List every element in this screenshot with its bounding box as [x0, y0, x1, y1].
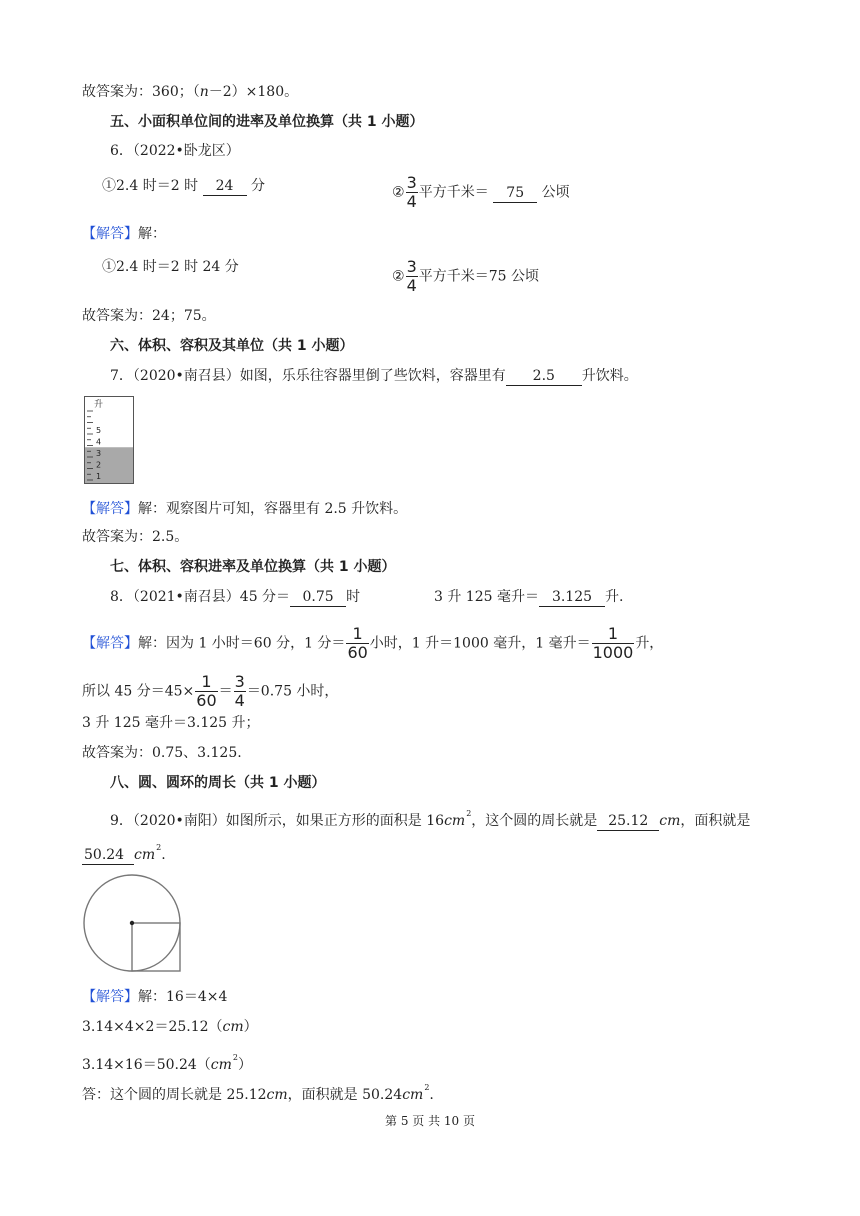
fraction [346, 625, 368, 662]
q9-solution-2 [82, 1017, 258, 1037]
denominator: 4 [406, 276, 417, 295]
superscript: 2 [424, 1083, 430, 1092]
q6-solution-label [82, 224, 166, 244]
solution-tag: 【解答】 [82, 989, 138, 1005]
text: 升， [635, 635, 664, 652]
q8-question-2 [434, 587, 623, 607]
text: 平方千米＝ [418, 184, 489, 201]
q6-solution-1: ①2.4 时＝2 时 24 分 [102, 259, 239, 275]
text: ② [392, 268, 405, 285]
text: ＝0.75 小时， [246, 683, 339, 700]
section-heading-5: 五、小面积单位间的进率及单位换算（共 1 小题） [110, 114, 424, 130]
fraction [195, 673, 217, 710]
q6-part2 [392, 174, 570, 211]
q6-part1 [102, 176, 265, 196]
text: ①2.4 时＝2 时 [102, 178, 199, 194]
unit: cm [210, 1057, 232, 1073]
numerator: 1 [607, 624, 619, 643]
q8-question-1 [110, 587, 360, 607]
text: ，这个圆的周长就是 [471, 813, 598, 829]
answer-blank: 24 [203, 177, 247, 196]
answer-blank: 0.75 [290, 588, 346, 607]
text: ，面积就是 50.24 [287, 1087, 403, 1103]
scale-label: 3 [96, 449, 102, 458]
fraction [234, 673, 246, 710]
unit: cm [134, 847, 156, 863]
text: 解：观察图片可知，容器里有 2.5 升饮料。 [138, 501, 408, 517]
unit: cm [444, 813, 466, 829]
denominator: 1000 [592, 643, 634, 662]
text: 解：因为 1 小时＝60 分，1 分＝ [138, 635, 346, 652]
text: 升饮料。 [581, 368, 638, 384]
text: 公顷 [541, 184, 570, 201]
numerator: 3 [406, 173, 417, 192]
cylinder-unit-label: 升 [94, 400, 104, 410]
unit: cm [266, 1087, 288, 1103]
text: ） [238, 1057, 253, 1073]
q8-solution-3: 3 升 125 毫升＝3.125 升； [82, 715, 260, 731]
text: 升. [604, 589, 624, 605]
q8-solution-1 [82, 625, 663, 662]
answer-blank: 3.125 [539, 588, 605, 607]
q9-solution-1 [82, 987, 227, 1007]
answer-blank: 50.24 [82, 846, 134, 865]
text: ，面积就是 [680, 813, 751, 829]
scale-label: 1 [96, 472, 102, 481]
superscript: 2 [466, 809, 472, 818]
denominator: 4 [406, 192, 417, 211]
q6-header: 6．（2022•卧龙区） [110, 143, 240, 159]
text: 所以 45 分＝45× [82, 683, 195, 700]
numerator: 1 [201, 672, 212, 691]
fraction [406, 258, 418, 295]
text: . [429, 1087, 434, 1103]
q9-answer [82, 1078, 434, 1105]
solution-tag: 【解答】 [82, 501, 138, 517]
text: ＝ [218, 683, 233, 700]
text: 故答案为：360；（ [82, 84, 200, 100]
variable-n: n [199, 84, 209, 100]
q9-question-cont [82, 838, 166, 865]
text: ② [392, 184, 405, 201]
superscript: 2 [232, 1053, 239, 1062]
unit: cm [222, 1019, 244, 1035]
denominator: 60 [347, 643, 368, 662]
unit: cm [659, 813, 681, 829]
q8-final-answer: 故答案为：0.75、3.125. [82, 745, 242, 761]
text: 分 [250, 178, 265, 194]
text: 3 升 125 毫升＝ [434, 589, 539, 605]
q6-final-answer: 故答案为：24；75。 [82, 308, 216, 324]
text: 解： [138, 226, 166, 242]
section-heading-8: 八、圆、圆环的周长（共 1 小题） [110, 775, 326, 791]
answer-blank: 2.5 [506, 367, 582, 386]
q7-final-answer: 故答案为：2.5。 [82, 529, 189, 545]
q6-solution-2 [392, 258, 539, 295]
scale-label: 5 [96, 426, 102, 435]
answer-line-prev [82, 82, 298, 102]
solution-tag: 【解答】 [82, 635, 138, 652]
page-footer: 第 5 页 共 10 页 [385, 1114, 475, 1128]
text: 3.14×16＝50.24（ [82, 1057, 211, 1073]
unit: cm [402, 1087, 424, 1103]
text: －2）×180。 [208, 84, 299, 100]
numerator: 3 [234, 672, 245, 691]
measuring-cylinder-figure [84, 396, 134, 484]
text: 9．（2020•南阳）如图所示，如果正方形的面积是 16 [110, 813, 445, 829]
circle-square-figure [82, 873, 184, 975]
q7-solution [82, 499, 407, 519]
q8-solution-2 [82, 673, 338, 710]
section-heading-7: 七、体积、容积进率及单位换算（共 1 小题） [110, 559, 396, 575]
liquid-fill [85, 447, 133, 483]
text: 时 [346, 589, 361, 605]
fraction [592, 625, 635, 662]
answer-blank: 75 [493, 184, 537, 203]
solution-tag: 【解答】 [82, 226, 138, 242]
superscript: 2 [156, 843, 162, 852]
text: 小时，1 升＝1000 毫升，1 毫升＝ [369, 635, 591, 652]
text: 8．（2021•南召县）45 分＝ [110, 589, 291, 605]
center-point [130, 921, 134, 925]
denominator: 60 [196, 691, 217, 710]
q9-question [110, 804, 750, 831]
numerator: 1 [352, 624, 363, 643]
text: 答：这个圆的周长就是 25.12 [82, 1087, 267, 1103]
section-heading-6: 六、体积、容积及其单位（共 1 小题） [110, 338, 354, 354]
q9-solution-3 [82, 1048, 252, 1075]
text: 平方千米＝75 公顷 [418, 268, 540, 285]
numerator: 3 [406, 257, 417, 276]
denominator: 4 [234, 691, 245, 710]
fraction [406, 174, 418, 211]
scale-label: 4 [96, 437, 102, 447]
text: ） [243, 1019, 258, 1035]
text: 7．（2020•南召县）如图，乐乐往容器里倒了些饮料，容器里有 [110, 368, 506, 384]
text: . [161, 847, 166, 863]
q7-question [110, 366, 638, 386]
text: 解：16＝4×4 [138, 989, 228, 1005]
scale-label: 2 [96, 460, 102, 470]
text: 3.14×4×2＝25.12（ [82, 1019, 223, 1035]
answer-blank: 25.12 [597, 812, 659, 831]
